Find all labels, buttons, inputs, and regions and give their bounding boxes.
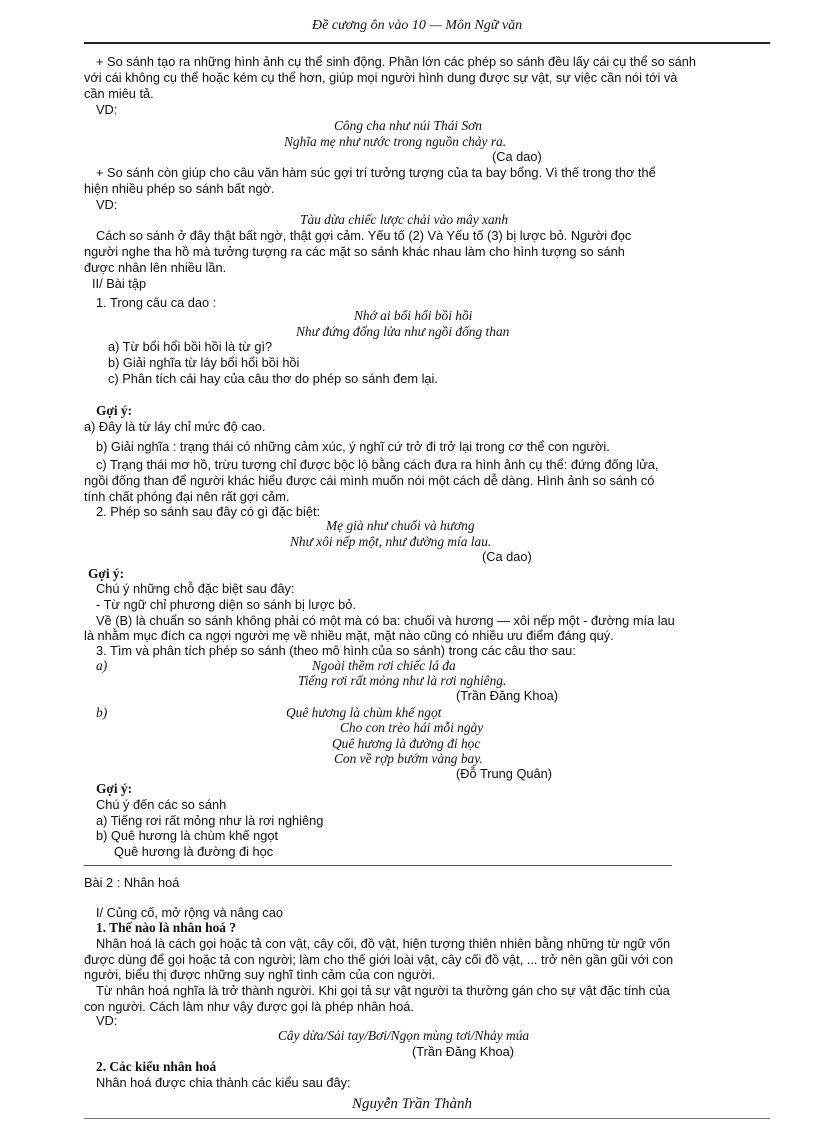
text-line: tính chất phóng đại nên rất gợi cảm. — [84, 489, 290, 504]
text-line: Nhân hoá được chia thành các kiểu sau đây: — [96, 1075, 351, 1090]
text-line: 2. Các kiểu nhân hoá — [96, 1059, 217, 1074]
text-line: là nhằm mục đích ca ngợi người mẹ về nhiều mặt, mặt nào cũng có nhiều ưu điểm đáng quý. — [84, 628, 614, 643]
text-line: với cái không cụ thể hoặc kém cụ thể hơn, giúp mọi người hình dung được sự vật, sự việc cần nói tới và — [84, 70, 678, 85]
text-line: I/ Củng cố, mở rộng và nâng cao — [96, 905, 283, 920]
text-line: con người. Cách làm như vậy được gọi là phép nhân hoá. — [84, 999, 414, 1014]
text-line: c) Trạng thái mơ hồ, trừu tượng chỉ được bộc lộ bằng cách đưa ra hình ảnh cụ thể: đứng đống lửa, — [96, 457, 659, 472]
text-line: người nghe tha hồ mà tưởng tượng ra các mặt so sánh khác nhau làm cho hình tượng so sánh — [84, 244, 625, 259]
text-line: 1. Trong câu ca dao : — [96, 295, 217, 310]
text-line: Ngoài thềm rơi chiếc lá đa — [312, 658, 456, 673]
text-line: b) Quê hương là chùm khế ngọt — [96, 828, 278, 843]
text-line: + So sánh tạo ra những hình ảnh cụ thể sinh động. Phần lớn các phép so sánh đều lấy cái cụ thể so sánh — [96, 54, 696, 69]
text-line: a) Từ bổi hổi bồi hồi là từ gì? — [108, 339, 273, 354]
text-line: Chú ý đến các so sánh — [96, 797, 227, 812]
text-line: b) Giải nghĩa từ láy bổi hổi bồi hồi — [108, 355, 300, 370]
text-line: a) Tiếng rơi rất mỏng như là rơi nghiêng — [96, 813, 324, 828]
text-line: Nhớ ai bổi hổi bồi hồi — [354, 308, 473, 323]
text-line: Quê hương là đường đi học — [332, 736, 481, 751]
text-line: Về (B) là chuẩn so sánh không phải có một mà có ba: chuối và hương — xôi nếp một - đường mía lau — [96, 613, 675, 628]
text-line: Nhân hoá là cách gọi hoặc tả con vật, cây cối, đồ vật, hiện tượng thiên nhiên bằng những từ ngữ vốn — [96, 936, 671, 951]
text-line: Quê hương là chùm khế ngọt — [286, 705, 442, 720]
text-line: VD: — [96, 102, 118, 117]
section-divider — [84, 865, 672, 866]
text-line: 2. Phép so sánh sau đây có gì đặc biệt: — [96, 504, 321, 519]
text-line: a) — [96, 658, 108, 673]
text-line: được dùng để gọi hoặc tả con người; làm cho thế giới loài vật, cây cối đồ vật, ... trở nên gần gũi với con — [84, 952, 674, 967]
text-line: Bài 2 : Nhân hoá — [84, 875, 180, 890]
text-line: Gợi ý: — [96, 403, 133, 418]
text-line: Cây dừa/Sải tay/Bơi/Ngọn mùng tơi/Nhảy múa — [278, 1028, 530, 1043]
text-line: cần miêu tả. — [84, 86, 154, 101]
text-line: b) — [96, 705, 108, 720]
text-line: hiện nhiều phép so sánh bất ngờ. — [84, 181, 275, 196]
footer-signature: Nguyễn Trần Thành — [352, 1096, 473, 1112]
text-line: Quê hương là đường đi học — [114, 844, 274, 859]
text-line: 1. Thế nào là nhân hoá ? — [96, 920, 237, 935]
text-line: c) Phân tích cái hay của câu thơ do phép so sánh đem lại. — [108, 371, 438, 386]
header-rule — [84, 42, 770, 44]
text-line: Gợi ý: — [88, 566, 125, 581]
text-line: VD: — [96, 197, 118, 212]
text-line: Công cha như núi Thái Sơn — [334, 118, 482, 133]
text-line: Cách so sánh ở đây thật bất ngờ, thật gợi cảm. Yếu tố (2) Và Yếu tố (3) bị lược bỏ. Người đọc — [96, 228, 632, 243]
text-line: ngồi đống than để người khác hiểu được cái mình muốn nói một cách dễ dàng. Hình ảnh so sánh có — [84, 473, 655, 488]
text-line: Như xôi nếp một, như đường mía lau. — [290, 534, 492, 549]
text-line: (Trần Đăng Khoa) — [456, 688, 558, 703]
text-line: + So sánh còn giúp cho câu văn hàm súc gợi trí tưởng tượng của ta bay bổng. Vì thế trong thơ thể — [96, 165, 656, 180]
text-line: Từ nhân hoá nghĩa là trở thành người. Khi gọi tả sự vật người ta thường gán cho sự vật đặc tính của — [96, 983, 670, 998]
text-line: II/ Bài tập — [92, 276, 147, 291]
text-line: Tàu dừa chiếc lược chải vào mây xanh — [300, 212, 509, 227]
text-line: VD: — [96, 1013, 118, 1028]
text-line: (Trần Đăng Khoa) — [412, 1044, 514, 1059]
text-line: Nghĩa mẹ như nước trong nguồn chảy ra. — [284, 134, 507, 149]
header-title: Đề cương ôn vào 10 — Môn Ngữ văn — [312, 18, 523, 33]
footer-rule — [84, 1118, 770, 1119]
text-line: Như đứng đống lửa như ngồi đống than — [296, 324, 510, 339]
text-line: được nhân lên nhiều lần. — [84, 260, 227, 275]
text-line: Gợi ý: — [96, 781, 133, 796]
text-line: (Đỗ Trung Quân) — [456, 766, 553, 781]
text-line: Tiếng rơi rất mỏng như là rơi nghiêng. — [298, 673, 507, 688]
text-line: người, biểu thị được những suy nghĩ tình cảm của con người. — [84, 967, 436, 982]
text-line: (Ca dao) — [492, 149, 542, 164]
text-line: (Ca dao) — [482, 549, 532, 564]
text-line: Chú ý những chỗ đặc biệt sau đây: — [96, 581, 295, 596]
text-line: Mẹ già như chuối và hương — [326, 518, 475, 533]
text-line: a) Đây là từ láy chỉ mức độ cao. — [84, 419, 266, 434]
text-line: Cho con trèo hái mỗi ngày — [340, 720, 484, 735]
text-line: b) Giải nghĩa : trạng thái có những cảm xúc, ý nghĩ cứ trở đi trở lại trong cơ thể con người. — [96, 439, 610, 454]
text-line: - Từ ngữ chỉ phương diện so sánh bị lược bỏ. — [96, 597, 356, 612]
text-line: 3. Tìm và phân tích phép so sánh (theo mô hình của so sánh) trong các câu thơ sau: — [96, 643, 576, 658]
text-line: Con về rợp bướm vàng bay. — [334, 751, 483, 766]
